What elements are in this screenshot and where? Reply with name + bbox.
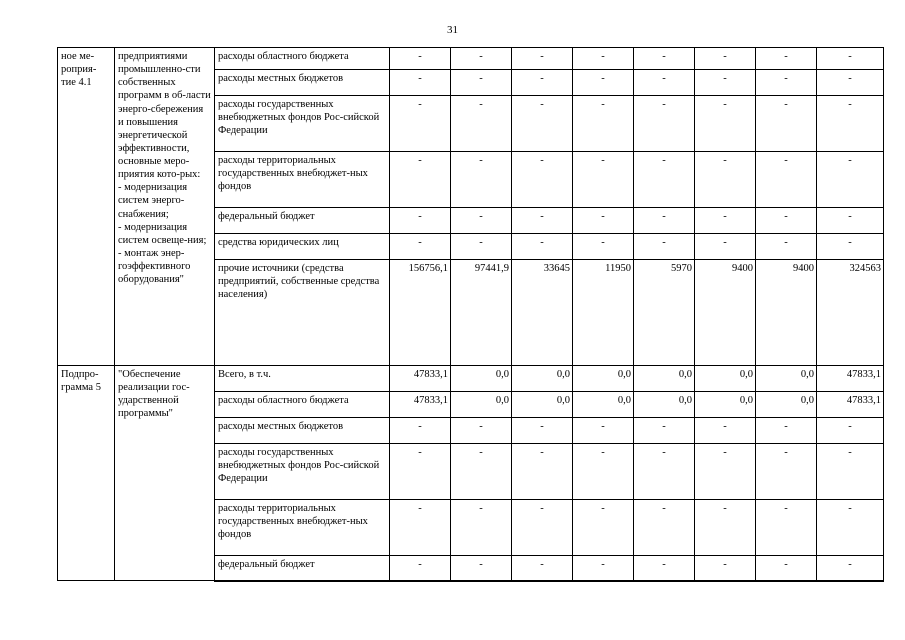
value-cell: -: [756, 500, 817, 556]
value-cell: 324563: [817, 260, 884, 366]
value-cell: -: [756, 152, 817, 208]
value-cell: -: [756, 444, 817, 500]
value-cell: -: [512, 556, 573, 581]
value-cell: -: [817, 208, 884, 234]
value-cell: -: [451, 96, 512, 152]
value-cell: -: [573, 444, 634, 500]
funding-source-cell: прочие источники (средства предприятий, собственные средства населения): [215, 260, 390, 366]
value-cell: -: [817, 556, 884, 581]
value-cell: -: [634, 556, 695, 581]
value-cell: -: [390, 208, 451, 234]
value-cell: -: [390, 444, 451, 500]
value-cell: -: [512, 48, 573, 70]
value-cell: -: [573, 208, 634, 234]
value-cell: -: [390, 70, 451, 96]
funding-source-cell: расходы территориальных государственных внебюджет-ных фондов: [215, 152, 390, 208]
funding-source-cell: федеральный бюджет: [215, 208, 390, 234]
value-cell: -: [695, 96, 756, 152]
value-cell: -: [756, 556, 817, 581]
value-cell: 47833,1: [817, 392, 884, 418]
value-cell: -: [512, 96, 573, 152]
value-cell: -: [634, 444, 695, 500]
value-cell: 97441,9: [451, 260, 512, 366]
value-cell: -: [634, 96, 695, 152]
value-cell: 11950: [573, 260, 634, 366]
value-cell: -: [390, 234, 451, 260]
value-cell: 9400: [756, 260, 817, 366]
value-cell: -: [695, 234, 756, 260]
value-cell: 33645: [512, 260, 573, 366]
value-cell: -: [573, 152, 634, 208]
value-cell: 0,0: [634, 366, 695, 392]
table-row: [58, 366, 884, 392]
value-cell: -: [756, 208, 817, 234]
value-cell: -: [756, 418, 817, 444]
value-cell: -: [756, 96, 817, 152]
value-cell: 156756,1: [390, 260, 451, 366]
value-cell: -: [390, 48, 451, 70]
value-cell: -: [756, 48, 817, 70]
value-cell: 0,0: [451, 392, 512, 418]
value-cell: -: [512, 234, 573, 260]
value-cell: -: [390, 556, 451, 581]
value-cell: 5970: [634, 260, 695, 366]
value-cell: -: [634, 500, 695, 556]
value-cell: -: [573, 96, 634, 152]
value-cell: -: [451, 48, 512, 70]
funding-source-cell: средства юридических лиц: [215, 234, 390, 260]
value-cell: -: [573, 418, 634, 444]
group-description-cell: "Обеспечение реализации гос-ударственной программы": [115, 366, 215, 581]
value-cell: 0,0: [573, 366, 634, 392]
value-cell: 47833,1: [817, 366, 884, 392]
value-cell: 0,0: [512, 366, 573, 392]
value-cell: -: [390, 152, 451, 208]
value-cell: 9400: [695, 260, 756, 366]
value-cell: 0,0: [634, 392, 695, 418]
funding-source-cell: расходы государственных внебюджетных фондов Рос-сийской Федерации: [215, 96, 390, 152]
value-cell: -: [573, 70, 634, 96]
value-cell: -: [451, 234, 512, 260]
value-cell: -: [390, 500, 451, 556]
value-cell: -: [512, 500, 573, 556]
value-cell: -: [573, 556, 634, 581]
value-cell: 0,0: [695, 392, 756, 418]
value-cell: -: [695, 556, 756, 581]
value-cell: -: [390, 418, 451, 444]
value-cell: -: [695, 152, 756, 208]
value-cell: -: [451, 208, 512, 234]
value-cell: 0,0: [512, 392, 573, 418]
page-number: 31: [447, 24, 458, 36]
table-row: [58, 48, 884, 70]
value-cell: -: [817, 444, 884, 500]
funding-source-cell: федеральный бюджет: [215, 556, 390, 581]
value-cell: -: [451, 418, 512, 444]
value-cell: 0,0: [695, 366, 756, 392]
value-cell: -: [817, 48, 884, 70]
funding-source-cell: расходы областного бюджета: [215, 392, 390, 418]
value-cell: -: [817, 96, 884, 152]
value-cell: -: [817, 70, 884, 96]
value-cell: -: [695, 70, 756, 96]
value-cell: -: [573, 48, 634, 70]
value-cell: 0,0: [573, 392, 634, 418]
value-cell: -: [817, 500, 884, 556]
value-cell: -: [695, 48, 756, 70]
value-cell: -: [634, 208, 695, 234]
value-cell: 0,0: [451, 366, 512, 392]
value-cell: 0,0: [756, 366, 817, 392]
value-cell: -: [512, 70, 573, 96]
value-cell: -: [451, 444, 512, 500]
value-cell: -: [451, 152, 512, 208]
value-cell: -: [817, 234, 884, 260]
value-cell: -: [756, 70, 817, 96]
value-cell: -: [451, 70, 512, 96]
value-cell: -: [756, 234, 817, 260]
funding-source-cell: расходы местных бюджетов: [215, 418, 390, 444]
funding-source-cell: Всего, в т.ч.: [215, 366, 390, 392]
value-cell: -: [695, 444, 756, 500]
value-cell: -: [634, 418, 695, 444]
funding-source-cell: расходы территориальных государственных внебюджет-ных фондов: [215, 500, 390, 556]
value-cell: -: [634, 70, 695, 96]
value-cell: -: [573, 500, 634, 556]
value-cell: -: [390, 96, 451, 152]
group-name-cell: Подпро- грамма 5: [58, 366, 115, 581]
value-cell: -: [573, 234, 634, 260]
value-cell: -: [634, 48, 695, 70]
value-cell: -: [634, 234, 695, 260]
value-cell: -: [512, 444, 573, 500]
value-cell: -: [512, 152, 573, 208]
value-cell: -: [817, 152, 884, 208]
funding-source-cell: расходы государственных внебюджетных фондов Рос-сийской Федерации: [215, 444, 390, 500]
value-cell: -: [634, 152, 695, 208]
value-cell: 0,0: [756, 392, 817, 418]
group-description-cell: предприятиями промышленно-сти собственных программ в об-ласти энерго-сбережения и повышения энергетической эффективности, основные меро-приятия кото-рых: - модернизация систем энерго-снабжения; - модернизация систем освеще-ния; - монтаж энер-гоэффективного оборудования": [115, 48, 215, 366]
value-cell: -: [451, 556, 512, 581]
budget-table: [57, 47, 884, 582]
value-cell: -: [695, 418, 756, 444]
group-name-cell: ное ме- роприя- тие 4.1: [58, 48, 115, 366]
value-cell: -: [451, 500, 512, 556]
value-cell: -: [512, 418, 573, 444]
funding-source-cell: расходы местных бюджетов: [215, 70, 390, 96]
value-cell: -: [512, 208, 573, 234]
value-cell: 47833,1: [390, 392, 451, 418]
value-cell: 47833,1: [390, 366, 451, 392]
value-cell: -: [695, 500, 756, 556]
value-cell: -: [695, 208, 756, 234]
funding-source-cell: расходы областного бюджета: [215, 48, 390, 70]
value-cell: -: [817, 418, 884, 444]
